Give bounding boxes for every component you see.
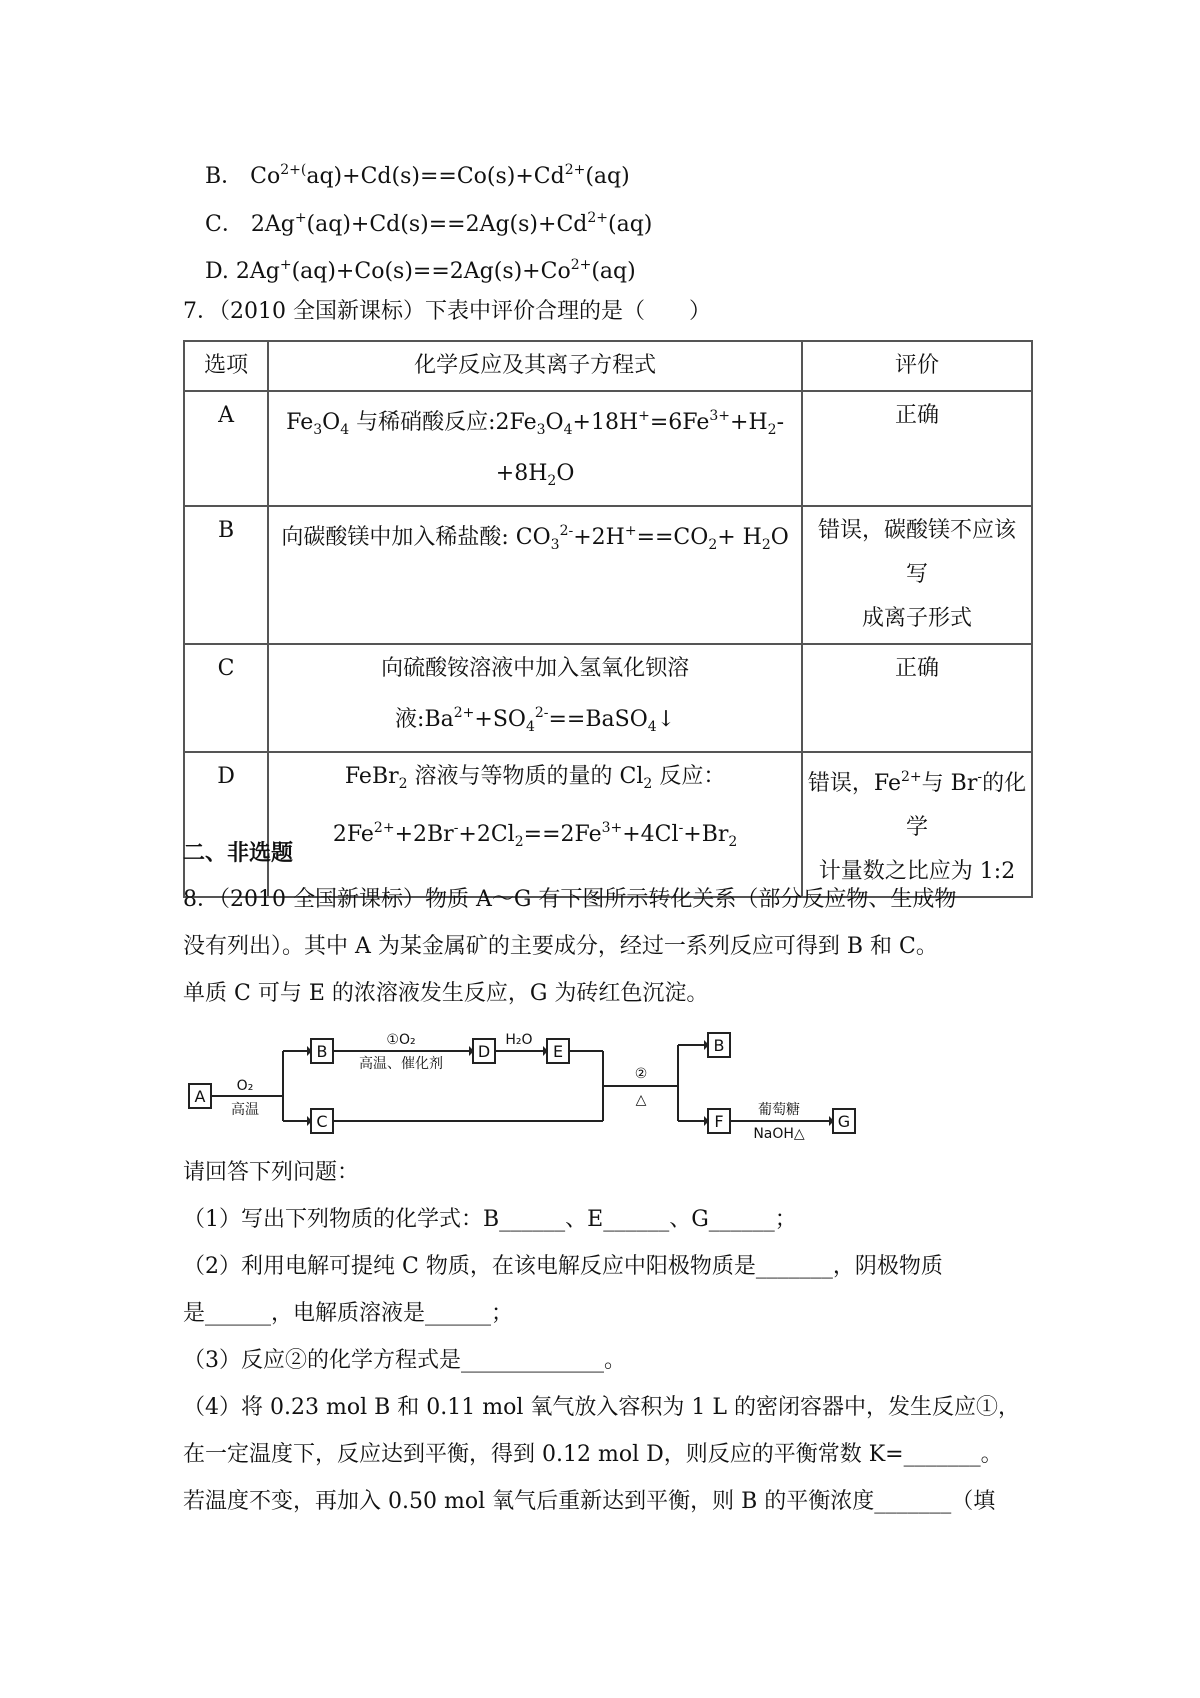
question-8-stem-line2: 没有列出）。其中 A 为某金属矿的主要成分，经过一系列反应可得到 B 和 C。	[183, 934, 938, 959]
answer-prompt: 请回答下列问题：	[183, 1160, 360, 1185]
label-naoh: NaOH△	[753, 1126, 805, 1142]
row-evaluation: 正确	[802, 391, 1032, 506]
reaction-flow-diagram	[183, 1022, 863, 1142]
label-catalyst: 高温、催化剂	[359, 1056, 443, 1072]
label-delta: △	[635, 1092, 647, 1108]
node-d-label: D	[477, 1042, 491, 1061]
label-h2o: H₂O	[505, 1032, 533, 1048]
sub-question-2-line1: （2）利用电解可提纯 C 物质，在该电解反应中阳极物质是_______，阴极物质	[183, 1254, 943, 1279]
table-row	[184, 752, 1032, 897]
node-a-label: A	[194, 1087, 206, 1106]
sub-question-4-line1: （4）将 0.23 mol B 和 0.11 mol 氧气放入容积为 1 L 的密闭容器中，发生反应①，	[183, 1395, 1020, 1420]
row-reaction: FeBr$_2$ 溶液与等物质的量的 $Cl_2$ 反应： $2Fe^{2+}+2Br^-+2Cl_2==2Fe^{3+}+4Cl^-+Br_2$	[268, 752, 802, 897]
sub-question-4-line2: 在一定温度下，反应达到平衡，得到 0.12 mol D，则反应的平衡常数 K=_______。	[183, 1442, 1003, 1467]
row-evaluation: 错误，$Fe^{2+}$与 Br-的化学 计量数之比应为 1:2	[802, 752, 1032, 897]
row-option-label: B	[184, 506, 268, 644]
row-reaction: 向硫酸铵溶液中加入氢氧化钡溶 液$:Ba^{2+}+SO_4^{2-}==BaSO_4↓$	[268, 644, 802, 752]
table-header-row	[184, 341, 1032, 391]
label-step1: ①O₂	[386, 1032, 416, 1048]
header-evaluation: 评价	[802, 341, 1032, 391]
label-gaowen: 高温	[231, 1102, 259, 1118]
option-b: B． $Co^{2+(}aq)+Cd(s)==Co(s)+Cd^{2+}(aq)$	[205, 162, 630, 189]
row-evaluation: 错误，碳酸镁不应该写 成离子形式	[802, 506, 1032, 644]
node-b2-label: B	[713, 1036, 725, 1055]
evaluation-table	[183, 340, 1033, 898]
table-row	[184, 506, 1032, 644]
table-row	[184, 391, 1032, 506]
node-b-label: B	[316, 1042, 328, 1061]
node-c-label: C	[316, 1112, 328, 1131]
node-f-label: F	[714, 1112, 724, 1131]
sub-question-2-line2: 是______，电解质溶液是______；	[183, 1301, 514, 1326]
sub-question-1: （1）写出下列物质的化学式：B______、E______、G______；	[183, 1207, 797, 1232]
sub-question-4-line3: 若温度不变，再加入 0.50 mol 氧气后重新达到平衡，则 B 的平衡浓度_______（填	[183, 1489, 996, 1514]
question-8-stem-line1: 8．（2010 全国新课标）物质 A～G 有下图所示转化关系（部分反应物、生成物	[183, 887, 957, 912]
row-option-label: C	[184, 644, 268, 752]
node-e-label: E	[552, 1042, 564, 1061]
label-glucose: 葡萄糖	[758, 1102, 800, 1118]
question-7-stem: 7．（2010 全国新课标）下表中评价合理的是（ ）	[183, 299, 711, 324]
option-d: D. $2Ag^+(aq)+Co(s)==2Ag(s)+Co^{2+}(aq)$	[205, 257, 636, 284]
row-option-label: D	[184, 752, 268, 897]
node-g-label: G	[837, 1112, 851, 1131]
sub-question-3: （3）反应②的化学方程式是_____________。	[183, 1348, 626, 1373]
header-reaction: 化学反应及其离子方程式	[268, 341, 802, 391]
row-option-label: A	[184, 391, 268, 506]
header-option: 选项	[184, 341, 268, 391]
row-reaction: $Fe_3O_4$ 与稀硝酸反应$:2Fe_3O_4+18H^+=6Fe^{3+}+H_2-$ $+8H_2O$	[268, 391, 802, 506]
row-evaluation: 正确	[802, 644, 1032, 752]
option-c: C． $2Ag^+(aq)+Cd(s)==2Ag(s)+Cd^{2+}(aq)$	[205, 210, 653, 237]
label-o2: O₂	[236, 1078, 254, 1094]
question-8-stem-line3: 单质 C 可与 E 的浓溶液发生反应，G 为砖红色沉淀。	[183, 981, 709, 1006]
row-reaction: 向碳酸镁中加入稀盐酸: $CO_3^{2-}+2H^+==CO_2+ H_2O$	[268, 506, 802, 644]
table-row	[184, 644, 1032, 752]
label-step2: ②	[634, 1066, 648, 1082]
section-heading: 二、非选题	[183, 840, 294, 866]
